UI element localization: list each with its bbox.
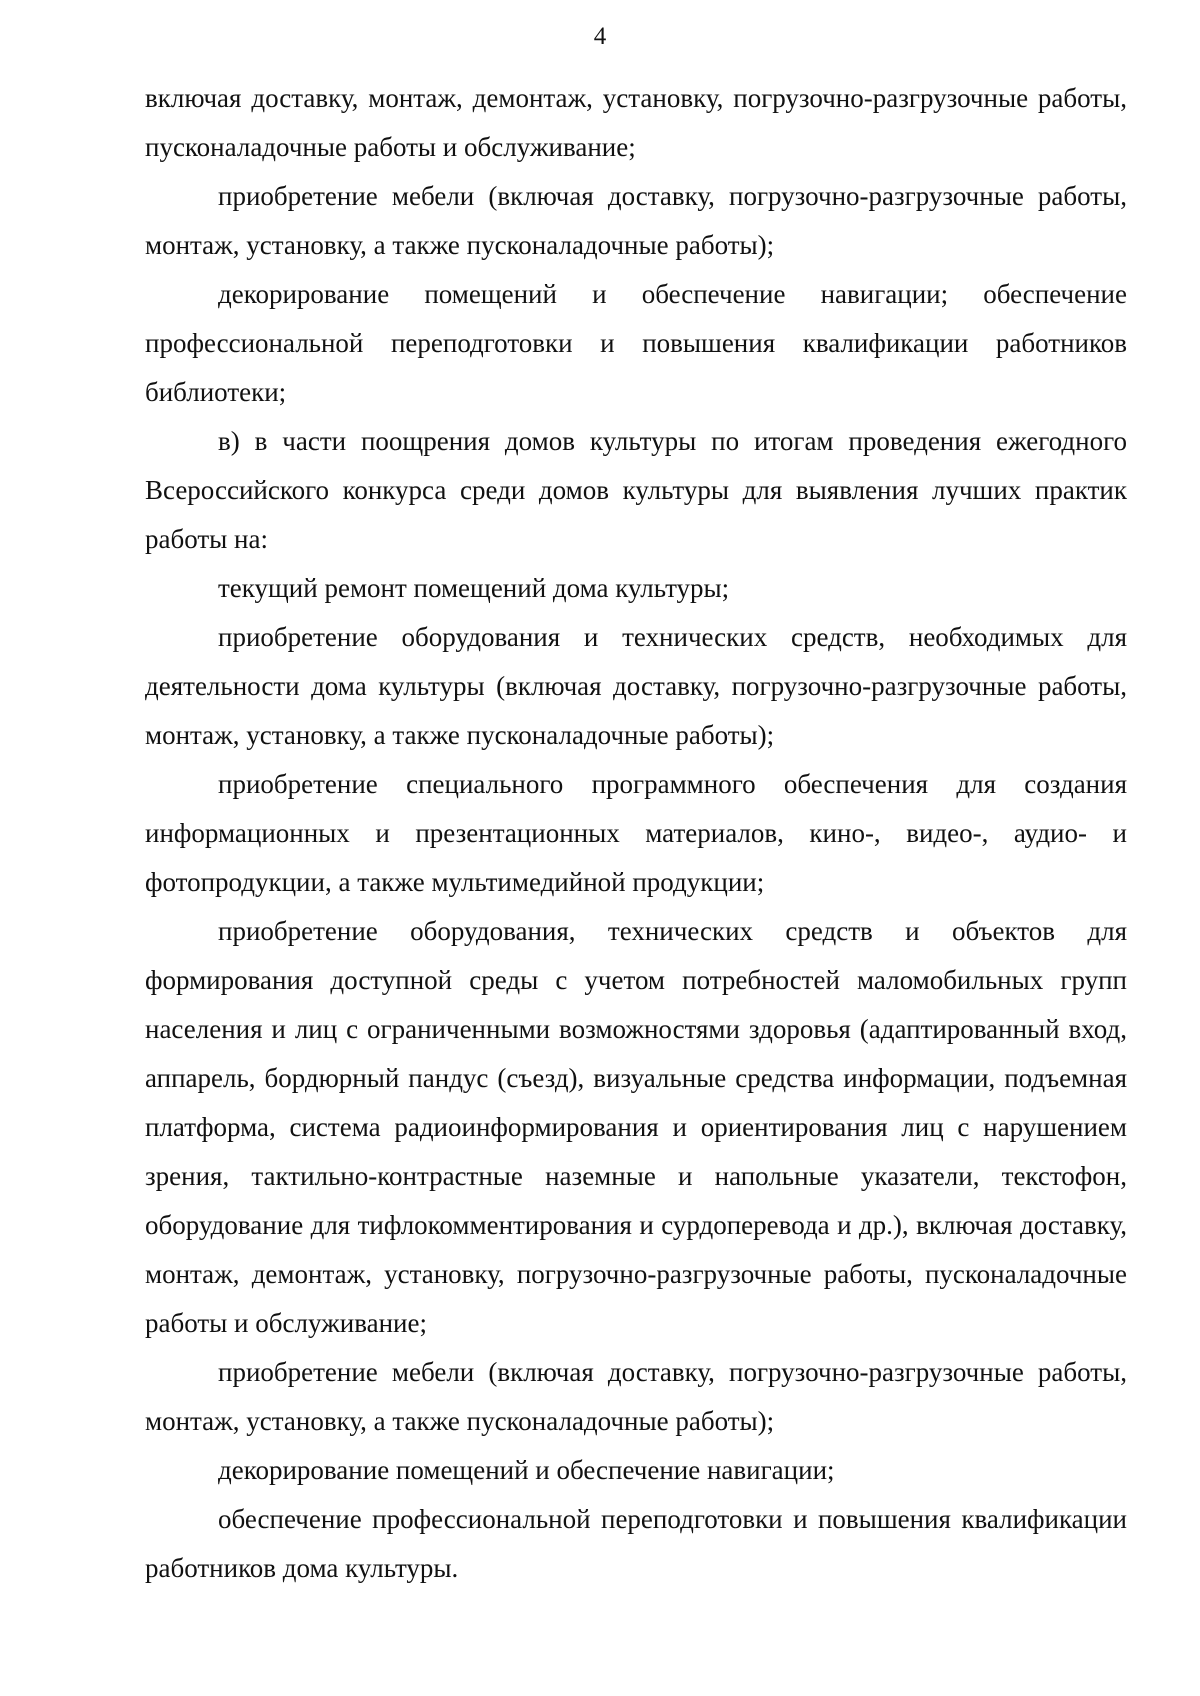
paragraph-software: приобретение специального программного обеспечения для создания информационных и презентационных материалов, кино-, видео-, аудио- и фотопродукции, а также мультимедийной продукции;: [145, 769, 1127, 897]
paragraph-accessible-environment: приобретение оборудования, технических средств и объектов для формирования доступной среды с учетом потребностей маломобильных групп населения и лиц с ограниченными возможностями здоровья (адаптированный вход, аппарель, бордюрный пандус (съезд), визуальные средства информации, подъемная платформа, система радиоинформирования и ориентирования лиц с нарушением зрения, тактильно-контрастные наземные и напольные указатели, текстофон, оборудование для тифлокомментирования и сурдоперевода и др.), включая доставку, монтаж, демонтаж, установку, погрузочно-разгрузочные работы, пусконаладочные работы и обслуживание;: [145, 916, 1127, 1338]
paragraph-equipment: приобретение оборудования и технических средств, необходимых для деятельности дома культуры (включая доставку, погрузочно-разгрузочные работы, монтаж, установку, а также пусконаладочные работы);: [145, 622, 1127, 750]
paragraph-culture-decoration: декорирование помещений и обеспечение навигации;: [218, 1455, 835, 1485]
page-number: 4: [593, 23, 607, 50]
paragraph-current-repair: текущий ремонт помещений дома культуры;: [218, 573, 730, 603]
paragraph-culture-furniture: приобретение мебели (включая доставку, погрузочно-разгрузочные работы, монтаж, установку, а также пусконаладочные работы);: [145, 1357, 1127, 1436]
document-body: [145, 74, 1127, 1593]
paragraph-culture-training: обеспечение профессиональной переподготовки и повышения квалификации работников дома культуры.: [145, 1504, 1127, 1583]
paragraph-continuation: включая доставку, монтаж, демонтаж, установку, погрузочно-разгрузочные работы, пусконаладочные работы и обслуживание;: [145, 83, 1127, 162]
paragraph-library-furniture: приобретение мебели (включая доставку, погрузочно-разгрузочные работы, монтаж, установку, а также пусконаладочные работы);: [145, 181, 1127, 260]
paragraph-library-decoration-training: декорирование помещений и обеспечение навигации; обеспечение профессиональной переподготовки и повышения квалификации работников библиотеки;: [145, 279, 1127, 407]
paragraph-culture-houses-intro: в) в части поощрения домов культуры по итогам проведения ежегодного Всероссийского конкурса среди домов культуры для выявления лучших практик работы на:: [145, 426, 1127, 554]
